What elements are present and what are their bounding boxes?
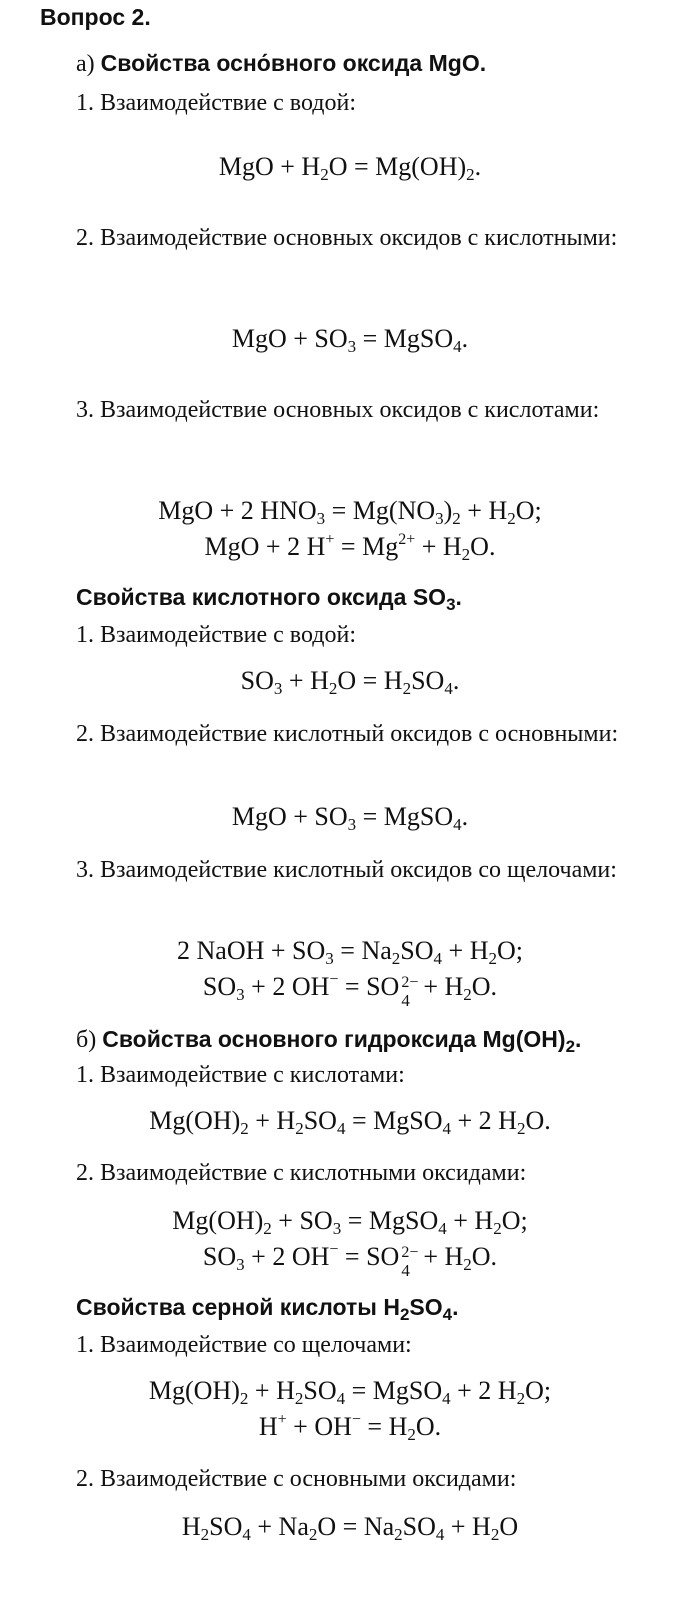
- equation: MgO + $SO_3$ = MgSO$_4$.: [231, 802, 469, 834]
- mgoh2-item-2: 2. Взаимодействие с кислотными оксидами:: [76, 1160, 527, 1186]
- mgo-item-1: 1. Взаимодействие с водой:: [76, 90, 357, 116]
- sulfuric-acid-heading: Свойства серной кислоты $H_2SO_4$.: [76, 1294, 459, 1324]
- so3-item-2: 2. Взаимодействие кислотный оксидов с основными:: [76, 721, 619, 747]
- equation: MgO + 2 $H^+ = Mg^{2+} + H_2O$.: [204, 531, 496, 564]
- question-title: Вопрос 2.: [40, 4, 151, 30]
- basic-oxide-heading: Свойства осно́вного оксида MgO.: [100, 50, 487, 76]
- equation: $SO_3 + 2$ OH− = SO 2− 4 + $H_2O$.: [202, 971, 498, 1010]
- mgo-item-2: 2. Взаимодействие основных оксидов с кислотными:: [76, 225, 618, 251]
- equation: $Mg(OH)_2 + H_2SO_4$ = MgSO$_4$ + 2 $H_2O$;: [148, 1376, 552, 1408]
- mgoh2-item-1: 1. Взаимодействие с кислотами:: [76, 1062, 405, 1088]
- equation: $SO_3 + 2$ OH− = SO 2− 4 + $H_2O$.: [202, 1241, 498, 1280]
- part-a-heading: [76, 48, 486, 79]
- part-b-marker: б): [76, 1027, 97, 1053]
- part-b-heading: [76, 1024, 581, 1055]
- basic-hydroxide-heading: Свойства основного гидроксида $Mg(OH)_2$.: [102, 1026, 582, 1056]
- h2so4-item-1: 1. Взаимодействие со щелочами:: [76, 1332, 412, 1358]
- equation: $H^+ + OH^- = H_2O$.: [258, 1411, 442, 1444]
- so3-item-1: 1. Взаимодействие с водой:: [76, 622, 357, 648]
- equation: $Mg(OH)_2 + H_2SO_4$ = MgSO$_4$ + 2 $H_2O$.: [149, 1106, 551, 1138]
- equation: MgO + $H_2O = Mg(OH)_2$.: [218, 152, 482, 184]
- equation: $SO_3 + H_2O = H_2SO_4$.: [240, 666, 460, 698]
- acid-oxide-heading: Свойства кислотного оксида $SO_3$.: [76, 584, 462, 614]
- equation: MgO + $SO_3$ = MgSO$_4$.: [231, 324, 469, 356]
- so3-item-3: 3. Взаимодействие кислотный оксидов со щелочами:: [76, 857, 617, 883]
- h2so4-item-2: 2. Взаимодействие с основными оксидами:: [76, 1466, 517, 1492]
- equation: $Mg(OH)_2 + SO_3$ = MgSO$_4$ + $H_2O$;: [172, 1206, 528, 1238]
- equation: $H_2SO_4 + Na_2O = Na_2SO_4 + H_2O$: [181, 1512, 519, 1544]
- mgo-item-3: 3. Взаимодействие основных оксидов с кислотами:: [76, 397, 600, 423]
- equation: 2 NaOH + $SO_3 = Na_2SO_4 + H_2O$;: [177, 936, 523, 968]
- equation: MgO + 2 $HNO_3 = Mg(NO_3)_2 + H_2O$;: [158, 496, 542, 528]
- part-a-marker: а): [76, 51, 95, 77]
